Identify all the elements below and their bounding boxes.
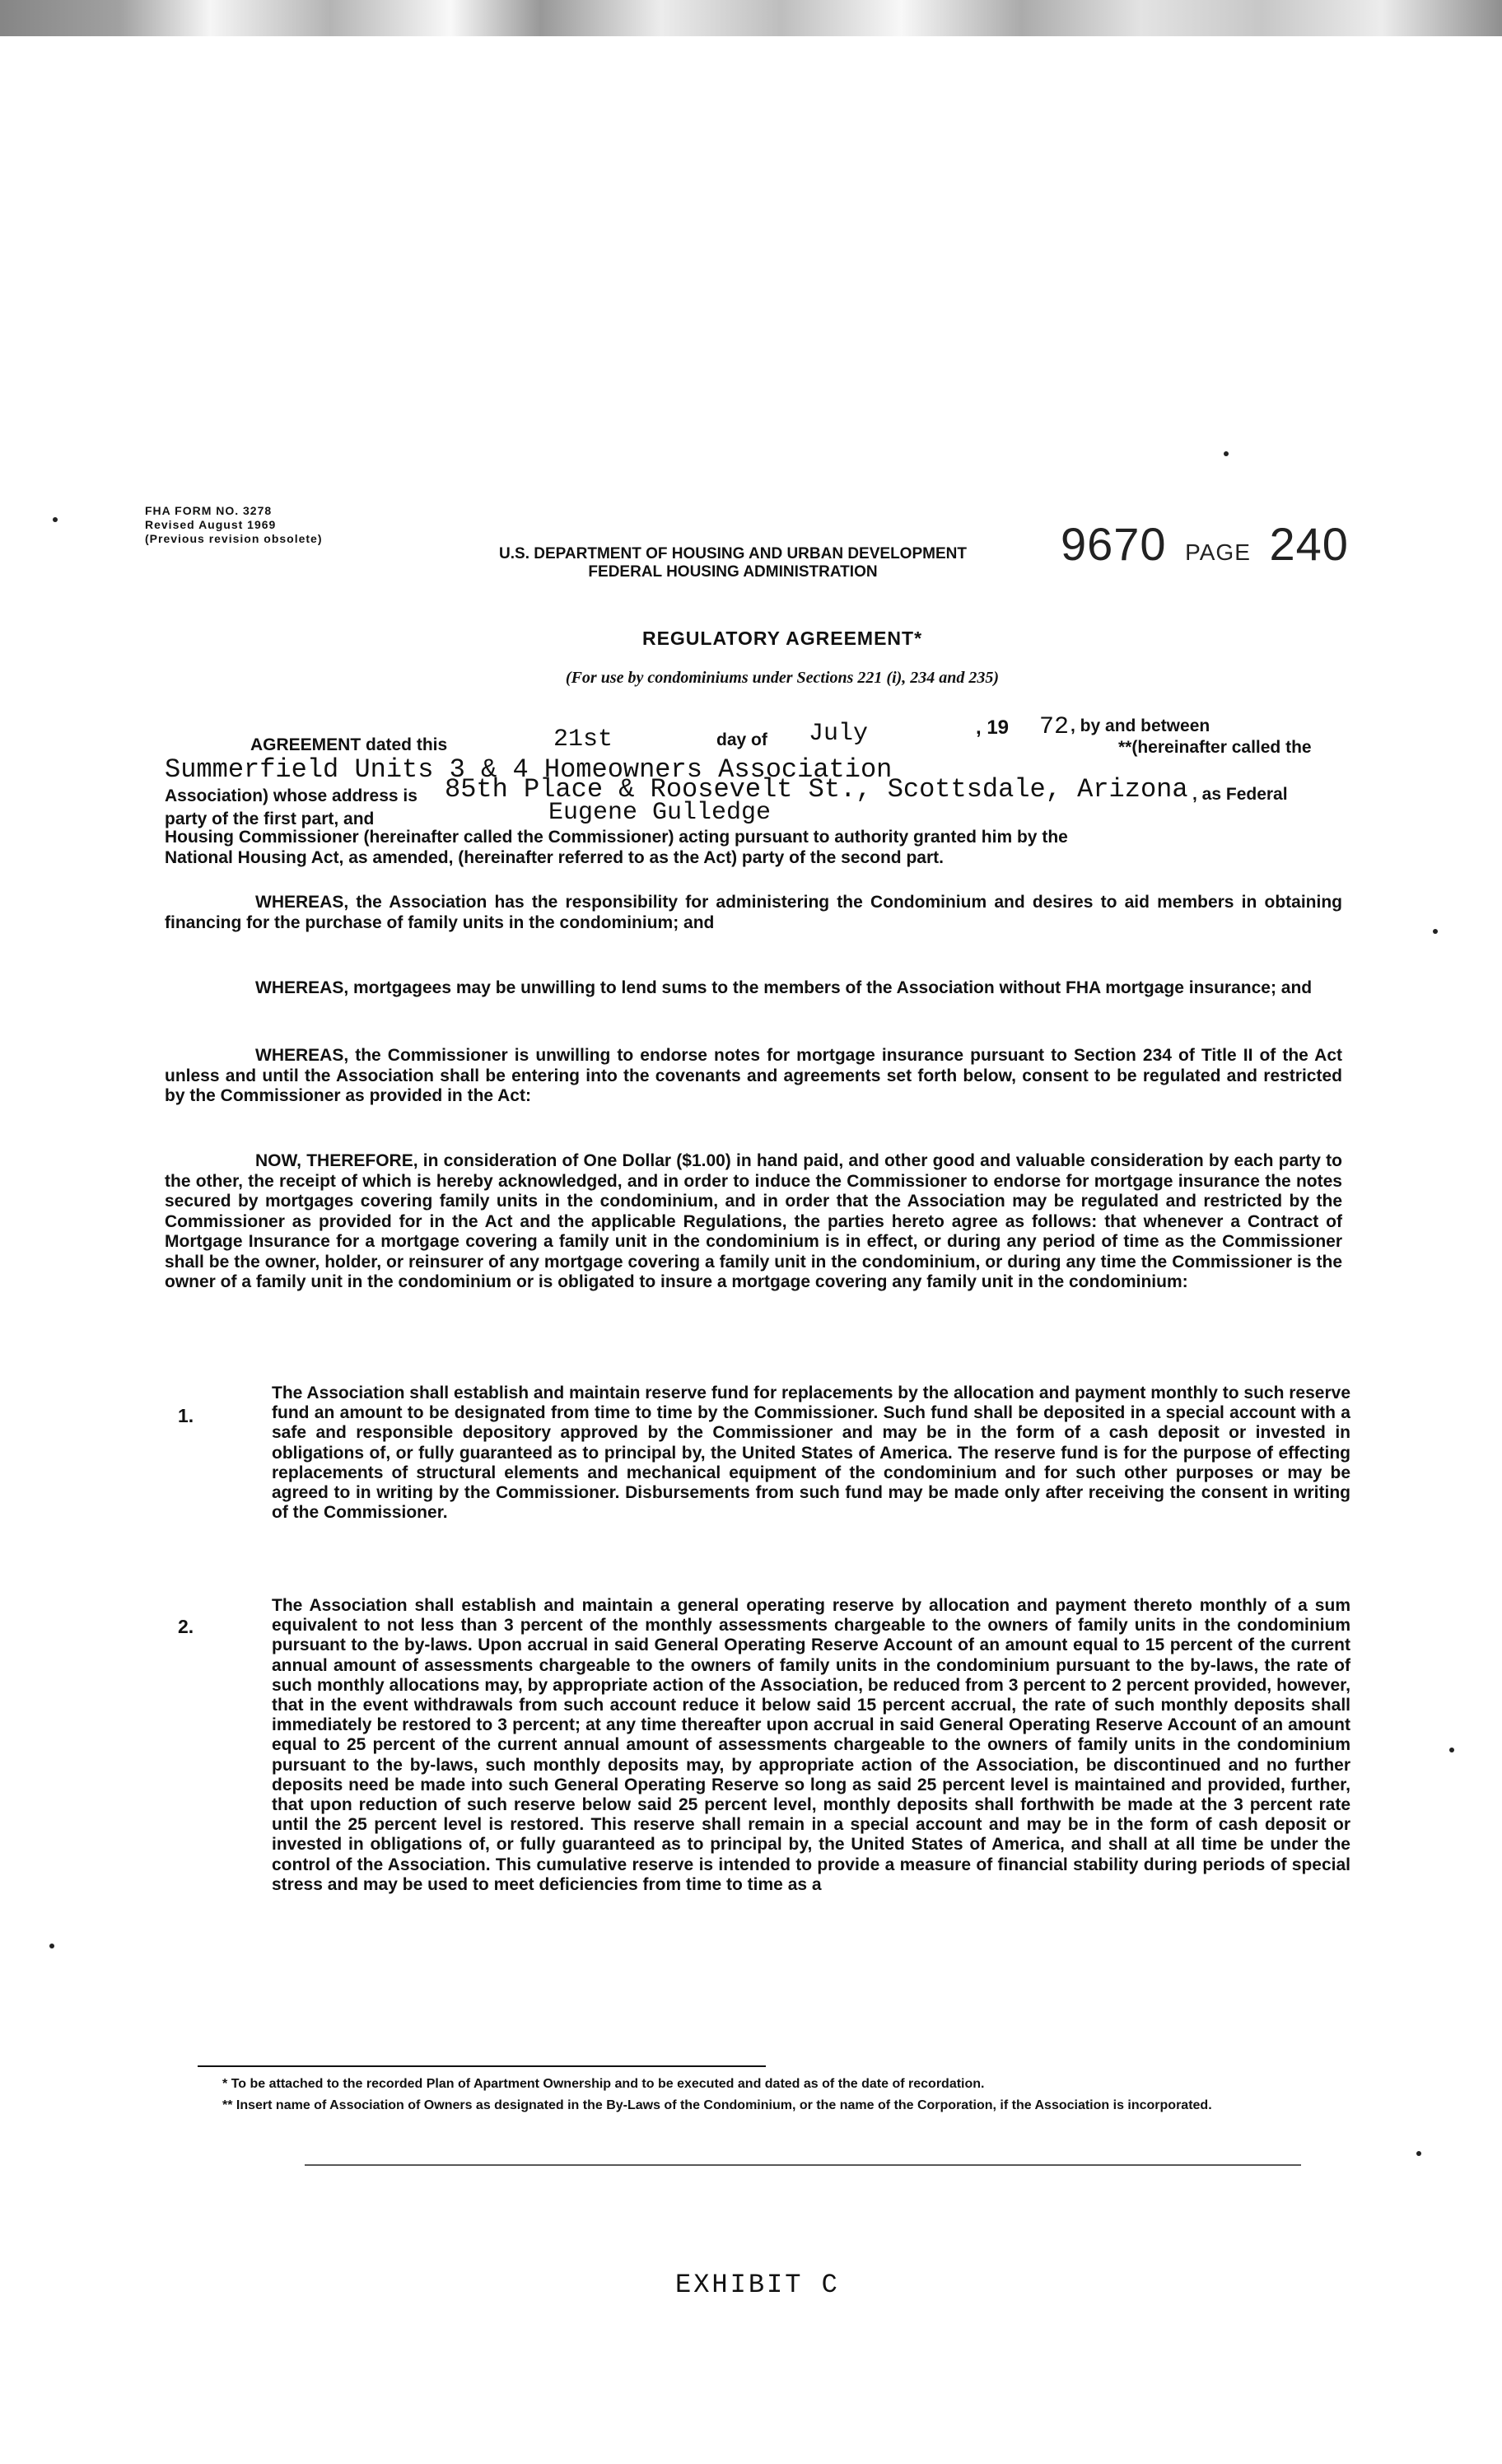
scan-speck bbox=[1224, 451, 1229, 456]
department-header bbox=[453, 545, 1013, 581]
scan-speck bbox=[1433, 929, 1438, 934]
agreement-month: July bbox=[809, 720, 869, 748]
item-text-2: The Association shall establish and maintain a general operating reserve by allocation and payment thereto monthly of a sum equivalent to not less than 3 percent of the monthly assessments chargeable to the owners of family units in the condominium pursuant to the by-laws. Upon accrual in said General Operating Reserve Account of an amount equal to 15 percent of the current annual amount of assessments chargeable to the owners of family units in the condominium pursuant to the by-laws, the rate of such monthly allocations may, by appropriate action of the Association, be reduced from 3 percent to 2 percent provided, however, that in the event withdrawals from such account reduce it below said 15 percent accrual, the rate of such monthly deposits shall immediately be restored to 3 percent; at any time thereafter upon accrual in said General Operating Reserve Account of an amount equal to 25 percent of the current annual amount of assessments chargeable to the owners of family units in the condominium pursuant to the by-laws, such monthly deposits may, by appropriate action of the Association, be discontinued and no further deposits need be made into such General Operating Reserve so long as said 25 percent level is maintained and provided, further, that upon reduction of such reserve below said 25 percent level, monthly deposits shall forthwith be made at the 3 percent rate until the 25 percent level is restored. This reserve shall remain in a special account and may be in the form of cash deposit or invested in obligations of, or fully guaranteed as to principal by, the United States of America, and shall at all time be under the control of the Association. This cumulative reserve is intended to provide a measure of financial stability during periods of special stress and may be used to meet deficiencies from time to time as a bbox=[272, 1596, 1350, 1894]
scan-speck bbox=[49, 1944, 54, 1948]
now-therefore-clause: NOW, THEREFORE, in consideration of One Dollar ($1.00) in hand paid, and other good and valuable consideration by each party to the other, the receipt of which is hereby acknowledged, and in order to induce the Commissioner to endorse for mortgage insurance the notes secured by mortgages covering family units in the condominium, and in order that the Association may be regulated and restricted by the Commissioner as provided for in the Act and the applicable Regulations, the parties hereto agree as follows: that whenever a Contract of Mortgage Insurance for a mortgage covering a family unit in the condominium is in effect, or during any period of time as the Commissioner shall be the owner, holder, or reinsurer of any mortgage covering a family unit in the condominium, or during any time the Commissioner is the owner of a family unit in the condominium or is obligated to insure a mortgage covering any family unit in the condominium: bbox=[165, 1151, 1342, 1291]
document-subtitle: (For use by condominiums under Sections 221 (i), 234 and 235) bbox=[565, 669, 1000, 687]
agreement-day: 21st bbox=[553, 726, 613, 754]
scan-speck bbox=[1449, 1748, 1454, 1752]
recording-stamp bbox=[1061, 517, 1349, 571]
association-address: 85th Place & Roosevelt St., Scottsdale, Arizona bbox=[445, 774, 1188, 805]
agreement-as-federal: , as Federal bbox=[1192, 785, 1288, 804]
agreement-year: 72 bbox=[1039, 713, 1070, 741]
form-revised: Revised August 1969 bbox=[145, 518, 277, 531]
item-number-2: 2. bbox=[178, 1616, 194, 1637]
scan-speck bbox=[1416, 2151, 1421, 2156]
item-text-1: The Association shall establish and maintain reserve fund for replacements by the allocation and payment monthly to such reserve fund an amount to be designated from time to time by the Commissioner. Such fund shall be deposited in a special account with a safe and responsible depository approved by the Commissioner and may be in the form of a cash deposit or invested in obligations of, or fully guaranteed as to principal by, the United States of America. The reserve fund is for the purpose of effecting replacements of structural elements and mechanical equipment of the condominium and for such other purposes or may be agreed to in writing by the Commissioner. Disbursements from such fund may be made only after receiving the consent in writing of the Commissioner. bbox=[272, 1384, 1350, 1523]
association-address-prefix: Association) whose address is bbox=[165, 786, 417, 805]
scan-speck bbox=[53, 517, 58, 522]
agreement-year-prefix: , 19 bbox=[976, 716, 1010, 739]
footnote-rule bbox=[198, 2065, 766, 2067]
agreement-housing-line: Housing Commissioner (hereinafter called the Commissioner) acting pursuant to authority granted him by the bbox=[165, 828, 1068, 847]
form-number: FHA FORM NO. 3278 bbox=[145, 504, 273, 517]
footnote-text: To be attached to the recorded Plan of Apartment Ownership and to be executed and dated as of the date of recordation. bbox=[231, 2077, 985, 2091]
form-metadata bbox=[145, 504, 323, 546]
commissioner-name: Eugene Gulledge bbox=[548, 799, 772, 827]
whereas-clause-1: WHEREAS, the Association has the responsibility for administering the Condominium and desires to aid members in obtaining financing for the purchase of family units in the condominium; and bbox=[165, 893, 1342, 932]
form-previous-revision: (Previous revision obsolete) bbox=[145, 532, 323, 545]
scan-artifact-top bbox=[0, 0, 1502, 36]
exhibit-label: EXHIBIT C bbox=[675, 2270, 840, 2300]
agreement-hereinafter: **(hereinafter called the bbox=[1118, 738, 1312, 757]
agreement-nha-line: National Housing Act, as amended, (hereinafter referred to as the Act) party of the second part. bbox=[165, 848, 944, 867]
department-line-2: FEDERAL HOUSING ADMINISTRATION bbox=[588, 563, 878, 581]
signature-rule bbox=[305, 2164, 1301, 2166]
agreement-by-and-between: , by and between bbox=[1071, 716, 1210, 735]
agreement-day-of: day of bbox=[716, 730, 767, 749]
stamp-page-label: PAGE bbox=[1185, 539, 1251, 565]
footnote-mark: ** bbox=[222, 2098, 233, 2112]
item-number-1: 1. bbox=[178, 1405, 194, 1426]
department-line-1: U.S. DEPARTMENT OF HOUSING AND URBAN DEVELOPMENT bbox=[499, 545, 967, 562]
document-title: REGULATORY AGREEMENT* bbox=[641, 628, 923, 649]
association-name: Summerfield Units 3 & 4 Homeowners Association bbox=[165, 754, 893, 785]
footnote-1 bbox=[222, 2075, 1375, 2093]
stamp-page: 240 bbox=[1269, 518, 1349, 570]
footnote-2 bbox=[222, 2097, 1375, 2115]
stamp-book: 9670 bbox=[1061, 518, 1167, 570]
agreement-prefix: AGREEMENT dated this bbox=[250, 735, 448, 754]
agreement-party-first: party of the first part, and bbox=[165, 810, 375, 828]
whereas-clause-3: WHEREAS, the Commissioner is unwilling to endorse notes for mortgage insurance pursuant to Section 234 of Title II of the Act unless and until the Association shall be entering into the covenants and agreements set forth below, consent to be regulated and restricted by the Commissioner as provided in the Act: bbox=[165, 1046, 1342, 1105]
footnote-mark: * bbox=[222, 2077, 228, 2091]
whereas-clause-2: WHEREAS, mortgagees may be unwilling to lend sums to the members of the Association without FHA mortgage insurance; and bbox=[255, 978, 1313, 997]
footnote-text: Insert name of Association of Owners as designated in the By-Laws of the Condominium, or the name of the Corporation, if the Association is incorporated. bbox=[236, 2098, 1212, 2112]
